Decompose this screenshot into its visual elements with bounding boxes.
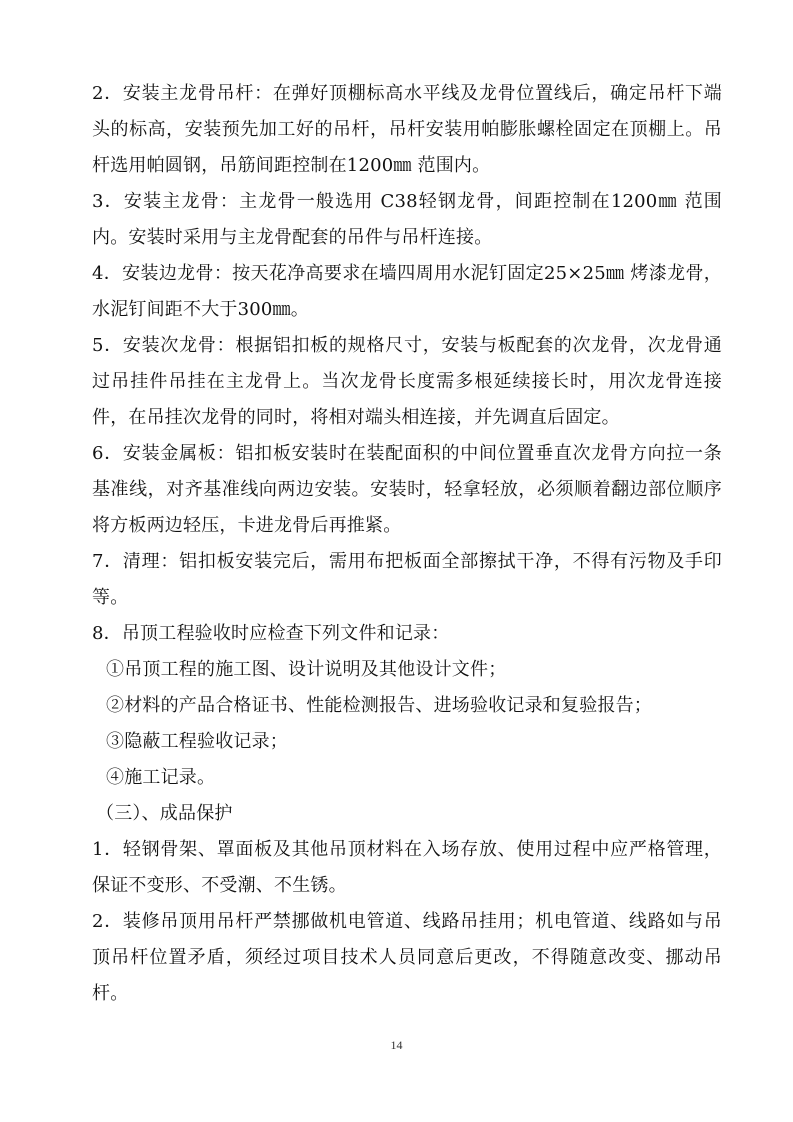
paragraph-install-main-keel: 3．安装主龙骨：主龙骨一般选用 C38轻钢龙骨，间距控制在1200㎜ 范围内。安装时采用与主龙骨配套的吊件与吊杆连接。: [92, 191, 722, 248]
section-heading-product-protection: （三）、成品保护: [96, 803, 233, 824]
checklist-item-certificates: ②材料的产品合格证书、性能检测报告、进场验收记录和复验报告；: [106, 695, 652, 716]
checklist-item-drawings: ①吊顶工程的施工图、设计说明及其他设计文件；: [106, 659, 507, 680]
paragraph-install-main-hanger: 2．安装主龙骨吊杆：在弹好顶棚标高水平线及龙骨位置线后，确定吊杆下端头的标高，安装预先加工好的吊杆，吊杆安装用帕膨胀螺栓固定在顶棚上。吊杆选用帕圆钢，吊筋间距控制在1200㎜ 范围内。: [92, 83, 722, 176]
paragraph-install-metal-panel: 6．安装金属板：铝扣板安装时在装配面积的中间位置垂直次龙骨方向拉一条基准线，对齐基准线向两边安装。安装时，轻拿轻放，必须顺着翻边部位顺序将方板两边轻压，卡进龙骨后再推紧。: [92, 443, 722, 536]
paragraph-cleanup: 7．清理：铝扣板安装完后，需用布把板面全部擦拭干净，不得有污物及手印等。: [92, 551, 722, 608]
page-number: 14: [390, 1038, 403, 1052]
checklist-item-concealed-works: ③隐蔽工程验收记录；: [106, 731, 288, 752]
paragraph-protection-hangers: 2．装修吊顶用吊杆严禁挪做机电管道、线路吊挂用；机电管道、线路如与吊顶吊杆位置矛盾，须经过项目技术人员同意后更改，不得随意改变、挪动吊杆。: [92, 911, 722, 1004]
paragraph-install-edge-keel: 4．安装边龙骨：按天花净高要求在墙四周用水泥钉固定25×25㎜ 烤漆龙骨，水泥钉间距不大于300㎜。: [92, 263, 722, 320]
paragraph-install-secondary-keel: 5．安装次龙骨：根据铝扣板的规格尺寸，安装与板配套的次龙骨，次龙骨通过吊挂件吊挂在主龙骨上。当次龙骨长度需多根延续接长时，用次龙骨连接件，在吊挂次龙骨的同时，将相对端头相连接，并先调直后固定。: [92, 335, 722, 428]
paragraph-protection-materials: 1．轻钢骨架、罩面板及其他吊顶材料在入场存放、使用过程中应严格管理，保证不变形、不受潮、不生锈。: [92, 839, 722, 896]
checklist-item-construction-records: ④施工记录。: [106, 767, 216, 788]
paragraph-acceptance-documents: 8．吊顶工程验收时应检查下列文件和记录：: [92, 623, 450, 644]
page-content: [92, 76, 722, 1012]
